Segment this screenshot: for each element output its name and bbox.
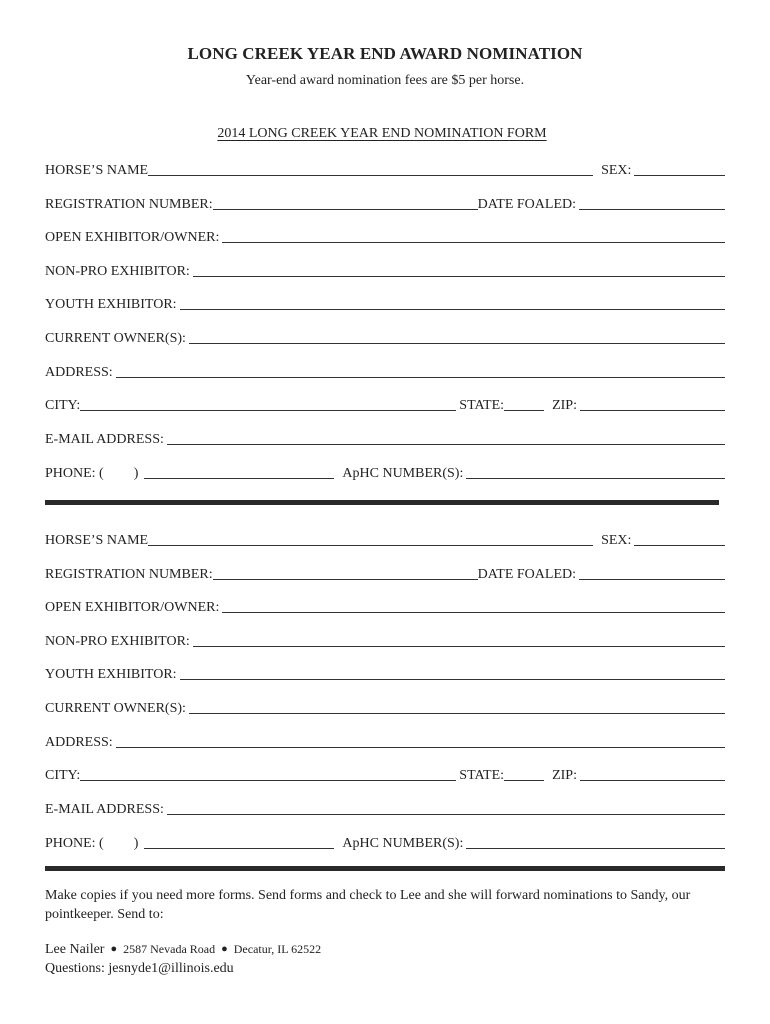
phone-label: PHONE: (: [45, 466, 104, 481]
sex-label: SEX:: [601, 533, 632, 548]
section-divider: [45, 500, 719, 505]
city-state-zip-row: [45, 394, 725, 414]
phone-paren-close: ): [133, 466, 139, 481]
address-row: [45, 731, 725, 751]
aphc-numbers-label: ApHC NUMBER(S):: [342, 466, 464, 481]
registration-row: [45, 193, 725, 213]
non-pro-exhibitor-row: [45, 630, 725, 650]
current-owners-field[interactable]: [189, 713, 725, 714]
section-divider: [45, 866, 725, 871]
current-owners-row: [45, 697, 725, 717]
address-field[interactable]: [116, 377, 725, 378]
non-pro-exhibitor-field[interactable]: [193, 276, 725, 277]
current-owners-row: [45, 327, 725, 347]
horse-name-label: HORSE’S NAME: [45, 533, 149, 548]
zip-label: ZIP:: [552, 398, 577, 413]
page-title: LONG CREEK YEAR END AWARD NOMINATION: [187, 44, 583, 63]
bullet-separator: ●: [221, 943, 228, 955]
current-owners-field[interactable]: [189, 343, 725, 344]
non-pro-exhibitor-field[interactable]: [193, 646, 725, 647]
sex-field[interactable]: [634, 545, 725, 546]
questions-contact: Questions: jesnyde1@illinois.edu: [45, 961, 234, 976]
city-field[interactable]: [80, 410, 456, 411]
registration-row: [45, 563, 725, 583]
city-label: CITY:: [45, 768, 81, 783]
aphc-numbers-field[interactable]: [466, 848, 725, 849]
phone-field[interactable]: [144, 478, 334, 479]
form-heading-text: 2014 LONG CREEK YEAR END NOMINATION FORM: [217, 126, 547, 141]
horse-name-row: [45, 159, 725, 179]
city-state-zip-row: [45, 764, 725, 784]
state-field[interactable]: [504, 780, 544, 781]
non-pro-exhibitor-label: NON-PRO EXHIBITOR:: [45, 634, 190, 649]
state-label: STATE:: [459, 768, 505, 783]
phone-field[interactable]: [144, 848, 334, 849]
contact-city: Decatur, IL 62522: [233, 942, 322, 956]
open-exhibitor-owner-label: OPEN EXHIBITOR/OWNER:: [45, 230, 220, 245]
non-pro-exhibitor-row: [45, 260, 725, 280]
phone-row: [45, 462, 725, 482]
open-exhibitor-owner-label: OPEN EXHIBITOR/OWNER:: [45, 600, 220, 615]
horse-name-field[interactable]: [148, 545, 593, 546]
youth-exhibitor-field[interactable]: [180, 309, 725, 310]
date-foaled-field[interactable]: [579, 209, 725, 210]
contact-name: Lee Nailer: [45, 942, 105, 957]
horse-name-label: HORSE’S NAME: [45, 163, 149, 178]
state-label: STATE:: [459, 398, 505, 413]
city-label: CITY:: [45, 398, 81, 413]
horse-name-row: [45, 529, 725, 549]
horse-name-field[interactable]: [148, 175, 593, 176]
email-row: [45, 428, 725, 448]
fee-note: Year-end award nomination fees are $5 per horse.: [245, 73, 525, 88]
open-exhibitor-owner-field[interactable]: [222, 612, 725, 613]
zip-field[interactable]: [580, 410, 725, 411]
youth-exhibitor-label: YOUTH EXHIBITOR:: [45, 297, 177, 312]
contact-street: 2587 Nevada Road: [123, 942, 216, 956]
non-pro-exhibitor-label: NON-PRO EXHIBITOR:: [45, 264, 190, 279]
date-foaled-field[interactable]: [579, 579, 725, 580]
mailing-address: [45, 942, 321, 958]
open-exhibitor-owner-field[interactable]: [222, 242, 725, 243]
zip-label: ZIP:: [552, 768, 577, 783]
registration-number-field[interactable]: [213, 209, 478, 210]
date-foaled-label: DATE FOALED:: [477, 567, 577, 582]
phone-row: [45, 832, 725, 852]
registration-number-label: REGISTRATION NUMBER:: [45, 567, 213, 582]
zip-field[interactable]: [580, 780, 725, 781]
current-owners-label: CURRENT OWNER(S):: [45, 701, 186, 716]
email-row: [45, 798, 725, 818]
current-owners-label: CURRENT OWNER(S):: [45, 331, 186, 346]
youth-exhibitor-label: YOUTH EXHIBITOR:: [45, 667, 177, 682]
bullet-separator: ●: [110, 943, 118, 955]
sex-label: SEX:: [601, 163, 632, 178]
youth-exhibitor-field[interactable]: [180, 679, 725, 680]
city-field[interactable]: [80, 780, 456, 781]
email-address-label: E-MAIL ADDRESS:: [45, 802, 164, 817]
open-exhibitor-row: [45, 226, 725, 246]
date-foaled-label: DATE FOALED:: [477, 197, 577, 212]
aphc-numbers-field[interactable]: [466, 478, 725, 479]
sex-field[interactable]: [634, 175, 725, 176]
youth-exhibitor-row: [45, 663, 725, 683]
email-address-label: E-MAIL ADDRESS:: [45, 432, 164, 447]
address-label: ADDRESS:: [45, 735, 113, 750]
address-label: ADDRESS:: [45, 365, 113, 380]
state-field[interactable]: [504, 410, 544, 411]
instructions-note: Make copies if you need more forms. Send forms and check to Lee and she will forward nominations to Sandy, our pointkeeper. Send to:: [45, 888, 691, 922]
phone-paren-close: ): [133, 836, 139, 851]
email-address-field[interactable]: [167, 444, 725, 445]
address-row: [45, 361, 725, 381]
email-address-field[interactable]: [167, 814, 725, 815]
registration-number-field[interactable]: [213, 579, 478, 580]
form-heading: [0, 126, 770, 142]
aphc-numbers-label: ApHC NUMBER(S):: [342, 836, 464, 851]
youth-exhibitor-row: [45, 293, 725, 313]
open-exhibitor-row: [45, 596, 725, 616]
phone-label: PHONE: (: [45, 836, 104, 851]
registration-number-label: REGISTRATION NUMBER:: [45, 197, 213, 212]
address-field[interactable]: [116, 747, 725, 748]
